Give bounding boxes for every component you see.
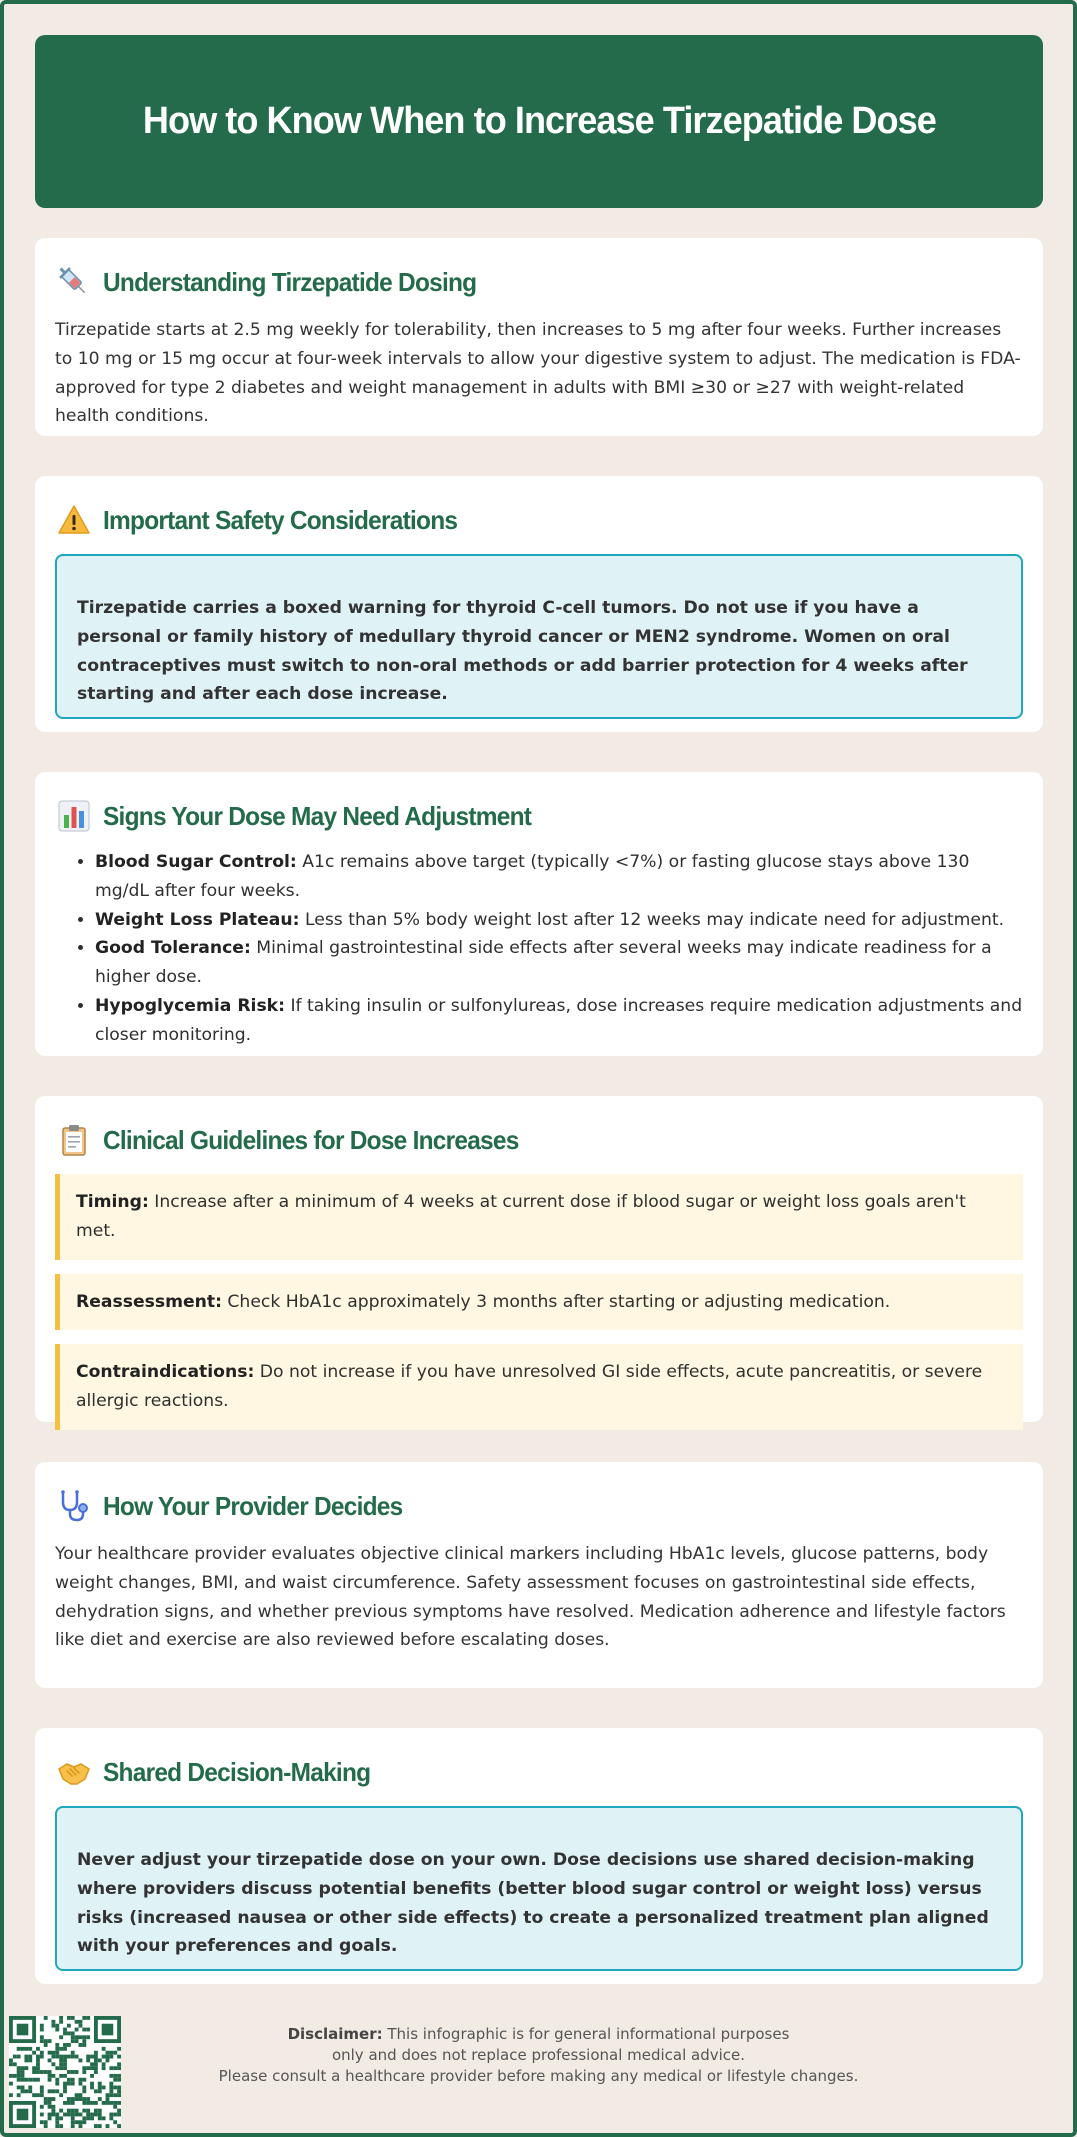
shared-callout: Never adjust your tirzepatide dose on your own. Dose decisions use shared decision-making where providers discuss potential benefits (better blood sugar control or weight loss) versus risks (increased nausea or other side effects) to create a personalized treatment plan aligned with your preferences and goals. [55,1806,1023,1971]
list-item [95,992,1023,1050]
disclaimer-label: Disclaimer: [287,2025,383,2043]
guideline-label: Reassessment: [76,1291,222,1312]
sign-label: Blood Sugar Control: [95,852,297,872]
warning-icon [57,503,91,537]
signs-title: Signs Your Dose May Need Adjustment [103,800,532,831]
guidelines-card [35,1096,1043,1422]
page-title: How to Know When to Increase Tirzepatide Dose [142,100,936,142]
sign-label: Good Tolerance: [95,938,251,959]
list-item [95,934,1023,992]
sign-text: If taking insulin or sulfonylureas, dose increases require medication adjustments and closer monitoring. [95,995,1023,1045]
sign-text: Less than 5% body weight lost after 12 weeks may indicate need for adjustment. [299,909,1005,930]
shared-card-header [55,1752,1023,1792]
provider-card-header [55,1486,1023,1526]
signs-card [35,772,1043,1056]
stethoscope-icon [57,1489,91,1523]
disclaimer-line: This infographic is for general informational purposes [382,2025,790,2043]
list-item [95,848,1023,906]
guidelines-card-header [55,1120,1023,1160]
shared-title: Shared Decision-Making [103,1756,371,1787]
sign-label: Weight Loss Plateau: [95,909,300,930]
safety-card-header [55,500,1023,540]
shared-card [35,1728,1043,1984]
dosing-text: Tirzepatide starts at 2.5 mg weekly for tolerability, then increases to 5 mg after four weeks. Further increases to 10 mg or 15 mg occur at four-week intervals to allow your digestive system to adjust. The medication is FDA-approved for type 2 diabetes and weight management in adults with BMI ≥30 or ≥27 with weight-related health conditions. [55,320,1021,427]
dosing-card [35,238,1043,436]
guideline-text: Increase after a minimum of 4 weeks at current dose if blood sugar or weight loss goals aren't met. [76,1192,966,1241]
guideline-label: Timing: [76,1192,149,1212]
provider-card [35,1462,1043,1688]
bar-chart-icon [57,799,91,833]
guideline-text: Do not increase if you have unresolved GI side effects, acute pancreatitis, or severe allergic reactions. [76,1362,983,1412]
safety-callout: Tirzepatide carries a boxed warning for thyroid C-cell tumors. Do not use if you have a personal or family history of medullary thyroid cancer or MEN2 syndrome. Women on oral contraceptives must switch to non-oral methods or add barrier protection for 4 weeks after starting and after each dose increase. [55,554,1023,719]
guideline-reassessment [55,1274,1023,1331]
provider-title: How Your Provider Decides [103,1490,403,1521]
footer [0,2010,1077,2120]
sign-text: A1c remains above target (typically <7%) or fasting glucose stays above 130 mg/dL after four weeks. [95,852,970,901]
signs-card-header [55,796,1023,836]
guideline-contraindications [55,1344,1023,1430]
signs-list [55,848,1023,1050]
disclaimer-line: Please consult a healthcare provider before making any medical or lifestyle changes. [218,2067,859,2085]
clipboard-icon [57,1123,91,1157]
sign-label: Hypoglycemia Risk: [95,995,285,1016]
dosing-title: Understanding Tirzepatide Dosing [103,266,477,297]
handshake-icon [57,1755,91,1789]
page-header [35,35,1043,208]
disclaimer [0,2024,1077,2087]
list-item [95,906,1023,935]
syringe-icon [57,265,91,299]
sign-text: Minimal gastrointestinal side effects after several weeks may indicate readiness for a higher dose. [95,938,992,988]
guideline-label: Contraindications: [76,1362,255,1383]
guideline-text: Check HbA1c approximately 3 months after starting or adjusting medication. [221,1291,891,1312]
provider-text: Your healthcare provider evaluates objective clinical markers including HbA1c levels, glucose patterns, body weight changes, BMI, and waist circumference. Safety assessment focuses on gastrointestinal side effects, dehydration signs, and whether previous symptoms have resolved. Medication adherence and lifestyle factors like diet and exercise are also reviewed before escalating doses. [55,1544,1006,1651]
dosing-card-header [55,262,1023,302]
guidelines-title: Clinical Guidelines for Dose Increases [103,1124,519,1155]
disclaimer-line: only and does not replace professional medical advice. [331,2046,746,2064]
safety-card [35,476,1043,732]
guideline-timing [55,1174,1023,1260]
safety-title: Important Safety Considerations [103,504,458,535]
